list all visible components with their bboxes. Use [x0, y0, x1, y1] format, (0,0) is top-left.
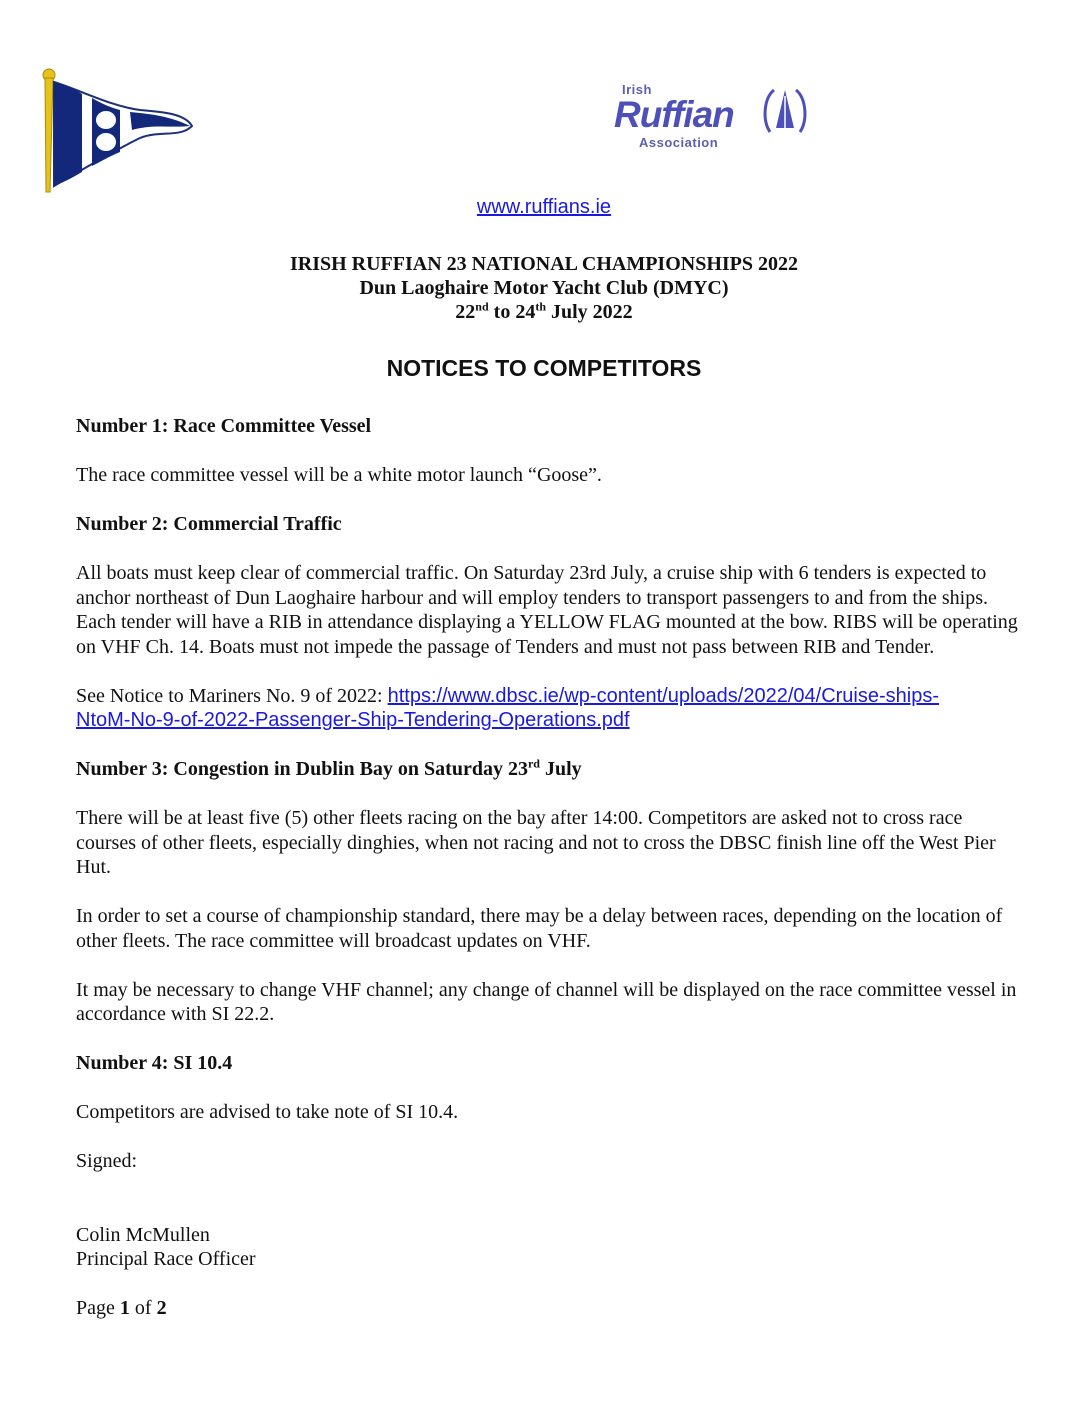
- mariners-notice-link[interactable]: https://www.dbsc.ie/wp-content/uploads/2022/04/Cruise-ships- NtoM-No-9-of-2022-Passenger-Ship-Tendering-Operations.pdf: [76, 684, 940, 731]
- logo-text-irish: Irish: [622, 82, 652, 97]
- event-header: [0, 252, 1088, 324]
- notices-body: [76, 414, 1026, 1321]
- notice-3-heading: Number 3: Congestion in Dublin Bay on Saturday 23rd July: [76, 756, 582, 780]
- page-title: NOTICES TO COMPETITORS: [386, 355, 702, 381]
- signatory-name: Colin McMullen: [76, 1223, 210, 1246]
- notice-2-reference: See Notice to Mariners No. 9 of 2022: https://www.dbsc.ie/wp-content/uploads/2022/04/Cruise-ships- NtoM-No-9-of-2022-Passenger-Ship-Tendering-Operations.pdf: [76, 684, 940, 731]
- event-title: IRISH RUFFIAN 23 NATIONAL CHAMPIONSHIPS 2022: [289, 253, 798, 275]
- logo-text-ruffian: Ruffian: [614, 94, 734, 135]
- club-burgee-icon: [40, 68, 200, 196]
- website-line: [0, 196, 1088, 219]
- notice-2-body: All boats must keep clear of commercial traffic. On Saturday 23rd July, a cruise ship with 6 tenders is expected to anchor northeast of Dun Laoghaire harbour and will employ tenders to transport passengers to and from the ships. Each tender will have a RIB in attendance displaying a YELLOW FLAG mounted at the bow. RIBS will be operating on VHF Ch. 14. Boats must not impede the passage of Tenders and must not pass between RIB and Tender.: [76, 562, 1018, 658]
- website-link[interactable]: www.ruffians.ie: [476, 196, 612, 218]
- signatory-role: Principal Race Officer: [76, 1248, 256, 1270]
- notice-4-body: Competitors are advised to take note of SI 10.4.: [76, 1101, 459, 1123]
- sail-emblem-icon: [760, 84, 810, 142]
- notice-1-heading: Number 1: Race Committee Vessel: [76, 415, 372, 437]
- notice-3-para-1: There will be at least five (5) other fleets racing on the bay after 14:00. Competitors are asked not to cross race courses of other fleets, especially dinghies, when not racing and not to cross the DBSC finish line off the West Pier Hut.: [76, 807, 996, 878]
- notice-2-heading: Number 2: Commercial Traffic: [76, 513, 342, 535]
- notice-3-para-2: In order to set a course of championship standard, there may be a delay between races, depending on the location of other fleets. The race committee will broadcast updates on VHF.: [76, 905, 1003, 952]
- event-venue: Dun Laoghaire Motor Yacht Club (DMYC): [359, 277, 729, 299]
- page-number: Page 1 of 2: [76, 1297, 167, 1319]
- logo-text-association: Association: [639, 135, 719, 150]
- association-logo: [612, 82, 812, 154]
- event-dates: 22nd to 24th July 2022: [455, 299, 633, 323]
- notice-1-body: The race committee vessel will be a white motor launch “Goose”.: [76, 464, 602, 486]
- signed-label: Signed:: [76, 1150, 138, 1172]
- notice-3-para-3: It may be necessary to change VHF channel; any change of channel will be displayed on the race committee vessel in accordance with SI 22.2.: [76, 978, 1017, 1025]
- notice-4-heading: Number 4: SI 10.4: [76, 1052, 233, 1074]
